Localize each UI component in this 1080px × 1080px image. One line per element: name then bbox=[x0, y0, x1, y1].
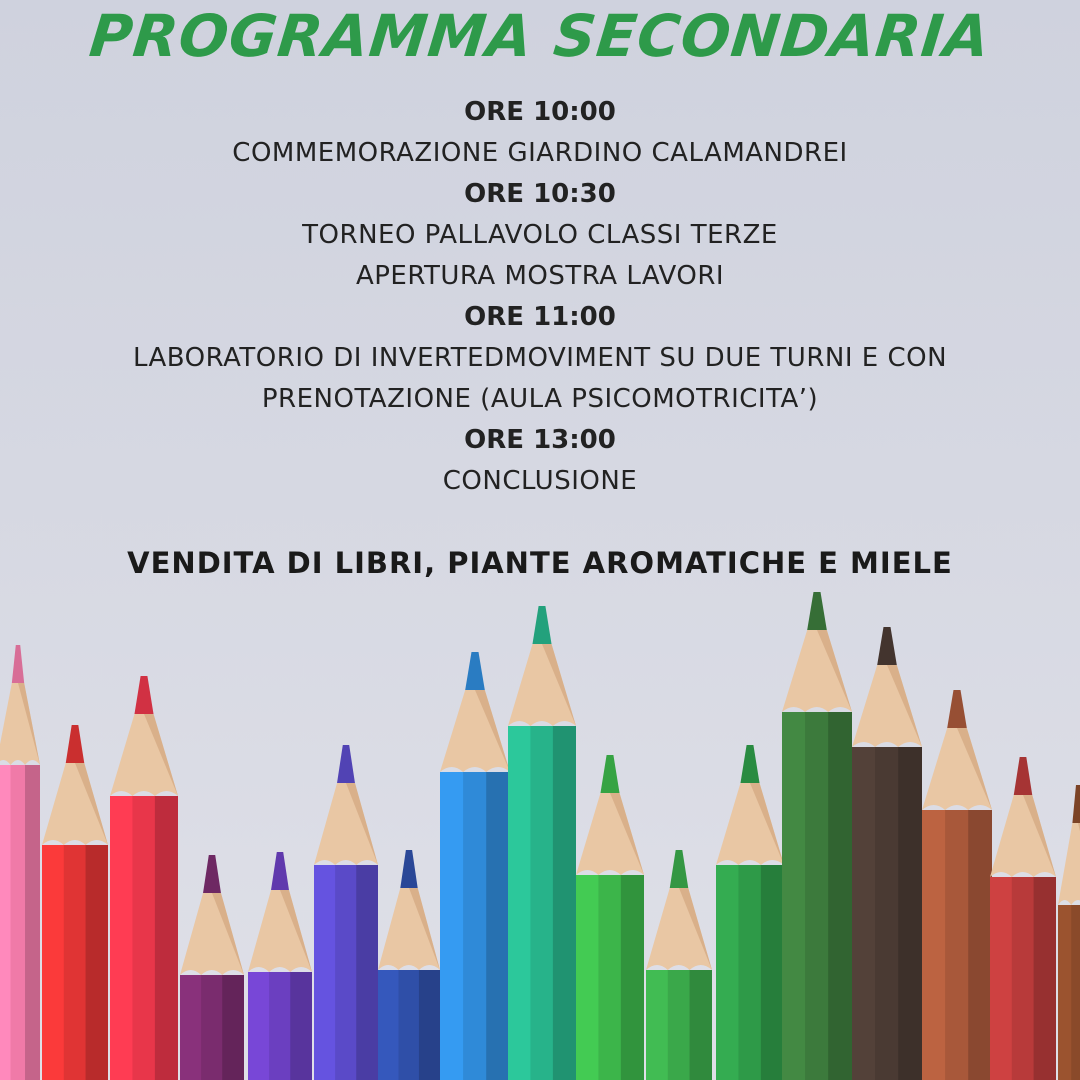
schedule-time: ORE 10:00 bbox=[464, 97, 616, 127]
schedule-event: TORNEO PALLAVOLO CLASSI TERZE bbox=[302, 220, 778, 250]
page-title: PROGRAMMA SECONDARIA bbox=[86, 2, 994, 70]
pencil bbox=[110, 676, 178, 1080]
pencil bbox=[922, 690, 992, 1080]
pencil bbox=[852, 627, 922, 1080]
schedule-block-1030 bbox=[0, 174, 1080, 297]
schedule-event: APERTURA MOSTRA LAVORI bbox=[355, 261, 725, 291]
schedule-block-1100 bbox=[0, 297, 1080, 420]
schedule-time: ORE 11:00 bbox=[464, 302, 616, 332]
pencil bbox=[990, 757, 1056, 1080]
schedule-event: LABORATORIO DI INVERTEDMOVIMENT SU DUE TURNI E CON bbox=[132, 343, 948, 373]
pencil bbox=[1058, 785, 1080, 1080]
pencil bbox=[508, 606, 576, 1080]
pencil bbox=[42, 725, 108, 1080]
pencil bbox=[378, 850, 440, 1080]
pencil bbox=[576, 755, 644, 1080]
schedule-time: ORE 13:00 bbox=[464, 425, 616, 455]
pencil bbox=[180, 855, 244, 1080]
schedule bbox=[0, 92, 1080, 502]
pencil bbox=[646, 850, 712, 1080]
sale-note: VENDITA DI LIBRI, PIANTE AROMATICHE E MIELE bbox=[127, 546, 953, 580]
pencil bbox=[248, 852, 312, 1080]
schedule-block-1000 bbox=[0, 92, 1080, 174]
pencil bbox=[716, 745, 784, 1080]
pencil bbox=[782, 592, 852, 1080]
pencil bbox=[314, 745, 378, 1080]
schedule-block-1300 bbox=[0, 420, 1080, 502]
schedule-event: COMMEMORAZIONE GIARDINO CALAMANDREI bbox=[232, 138, 848, 168]
pencil bbox=[0, 645, 40, 1080]
schedule-event: PRENOTAZIONE (AULA PSICOMOTRICITA’) bbox=[261, 384, 819, 414]
schedule-time: ORE 10:30 bbox=[464, 179, 616, 209]
pencil bbox=[440, 652, 510, 1080]
schedule-event: CONCLUSIONE bbox=[442, 466, 638, 496]
